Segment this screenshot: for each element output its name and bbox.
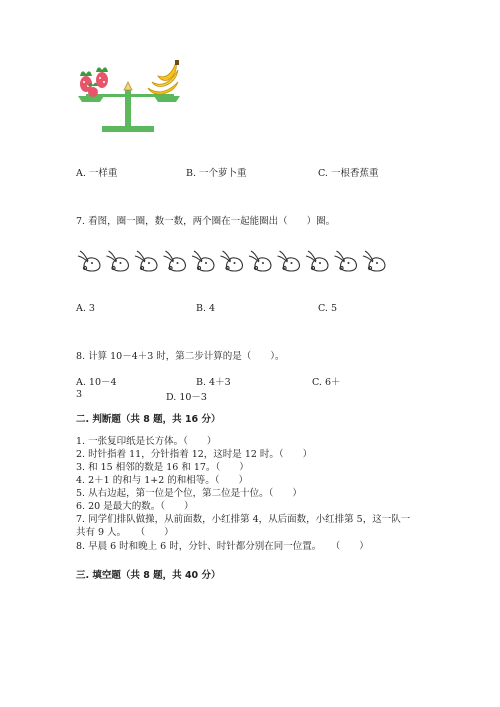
scale-pointer — [124, 82, 132, 90]
rabbit-icon — [221, 251, 243, 271]
rabbit-icon — [306, 251, 328, 271]
section-2-heading: 二. 判断题（共 8 题，共 16 分） — [76, 414, 221, 425]
right-pan — [154, 96, 180, 102]
balance-scale-illustration — [72, 60, 192, 136]
rabbit-icon — [135, 251, 157, 271]
carrot-icon — [96, 67, 108, 88]
q8-option-a: A. 10－4 — [76, 377, 117, 388]
judge-item: 6. 20 是最大的数。（ ） — [76, 501, 194, 512]
q6-option-c: C. 一根香蕉重 — [318, 168, 379, 179]
rabbit-icon — [363, 251, 385, 271]
q8-option-d: D. 10－3 — [166, 392, 207, 403]
q8-option-c-cont: 3 — [76, 389, 83, 400]
rabbit-icon — [107, 251, 129, 271]
judge-item: 5. 从右边起，第一位是个位，第二位是十位。（ ） — [76, 488, 302, 499]
q7-option-a: A. 3 — [76, 303, 95, 314]
carrot-icon — [88, 83, 98, 97]
rabbit-icon — [78, 251, 100, 271]
q6-option-a: A. 一样重 — [76, 168, 118, 179]
q7-question: 7. 看图，圈一圈，数一数，两个圈在一起能圈出（ ）圈。 — [76, 216, 336, 227]
rabbit-icon — [249, 251, 271, 271]
rabbit-icon — [335, 251, 357, 271]
q7-option-c: C. 5 — [318, 303, 338, 314]
banana-icon — [148, 60, 179, 94]
section-3-heading: 三. 填空题（共 8 题，共 40 分） — [76, 570, 221, 581]
rabbit-icon — [192, 251, 214, 271]
judge-item: 4. 2＋1 的和与 1+2 的和相等。（ ） — [76, 475, 249, 486]
rabbit-icon — [278, 251, 300, 271]
judge-item: 2. 时针指着 11，分针指着 12，这时是 12 时。（ ） — [76, 449, 313, 460]
rabbit-icon — [164, 251, 186, 271]
q8-option-b: B. 4＋3 — [196, 377, 231, 388]
q7-option-b: B. 4 — [196, 303, 216, 314]
judge-item-cont: 共有 9 人。 （ ） — [76, 527, 174, 538]
rabbit-row-illustration — [76, 247, 392, 275]
judge-item: 3. 和 15 相邻的数是 16 和 17。（ ） — [76, 462, 249, 473]
judge-item: 8. 早晨 6 时和晚上 6 时，分针、时针都分别在同一位置。 （ ） — [76, 541, 369, 552]
judge-item: 7. 同学们排队做操，从前面数，小红排第 4，从后面数，小红排第 5，这一队一 — [76, 514, 411, 525]
left-pan — [78, 96, 104, 102]
q8-question: 8. 计算 10－4＋3 时，第二步计算的是（ ）。 — [76, 351, 285, 362]
judge-item: 1. 一张复印纸是长方体。（ ） — [76, 436, 217, 447]
q8-option-c: C. 6＋ — [312, 377, 341, 388]
q6-option-b: B. 一个萝卜重 — [186, 168, 247, 179]
